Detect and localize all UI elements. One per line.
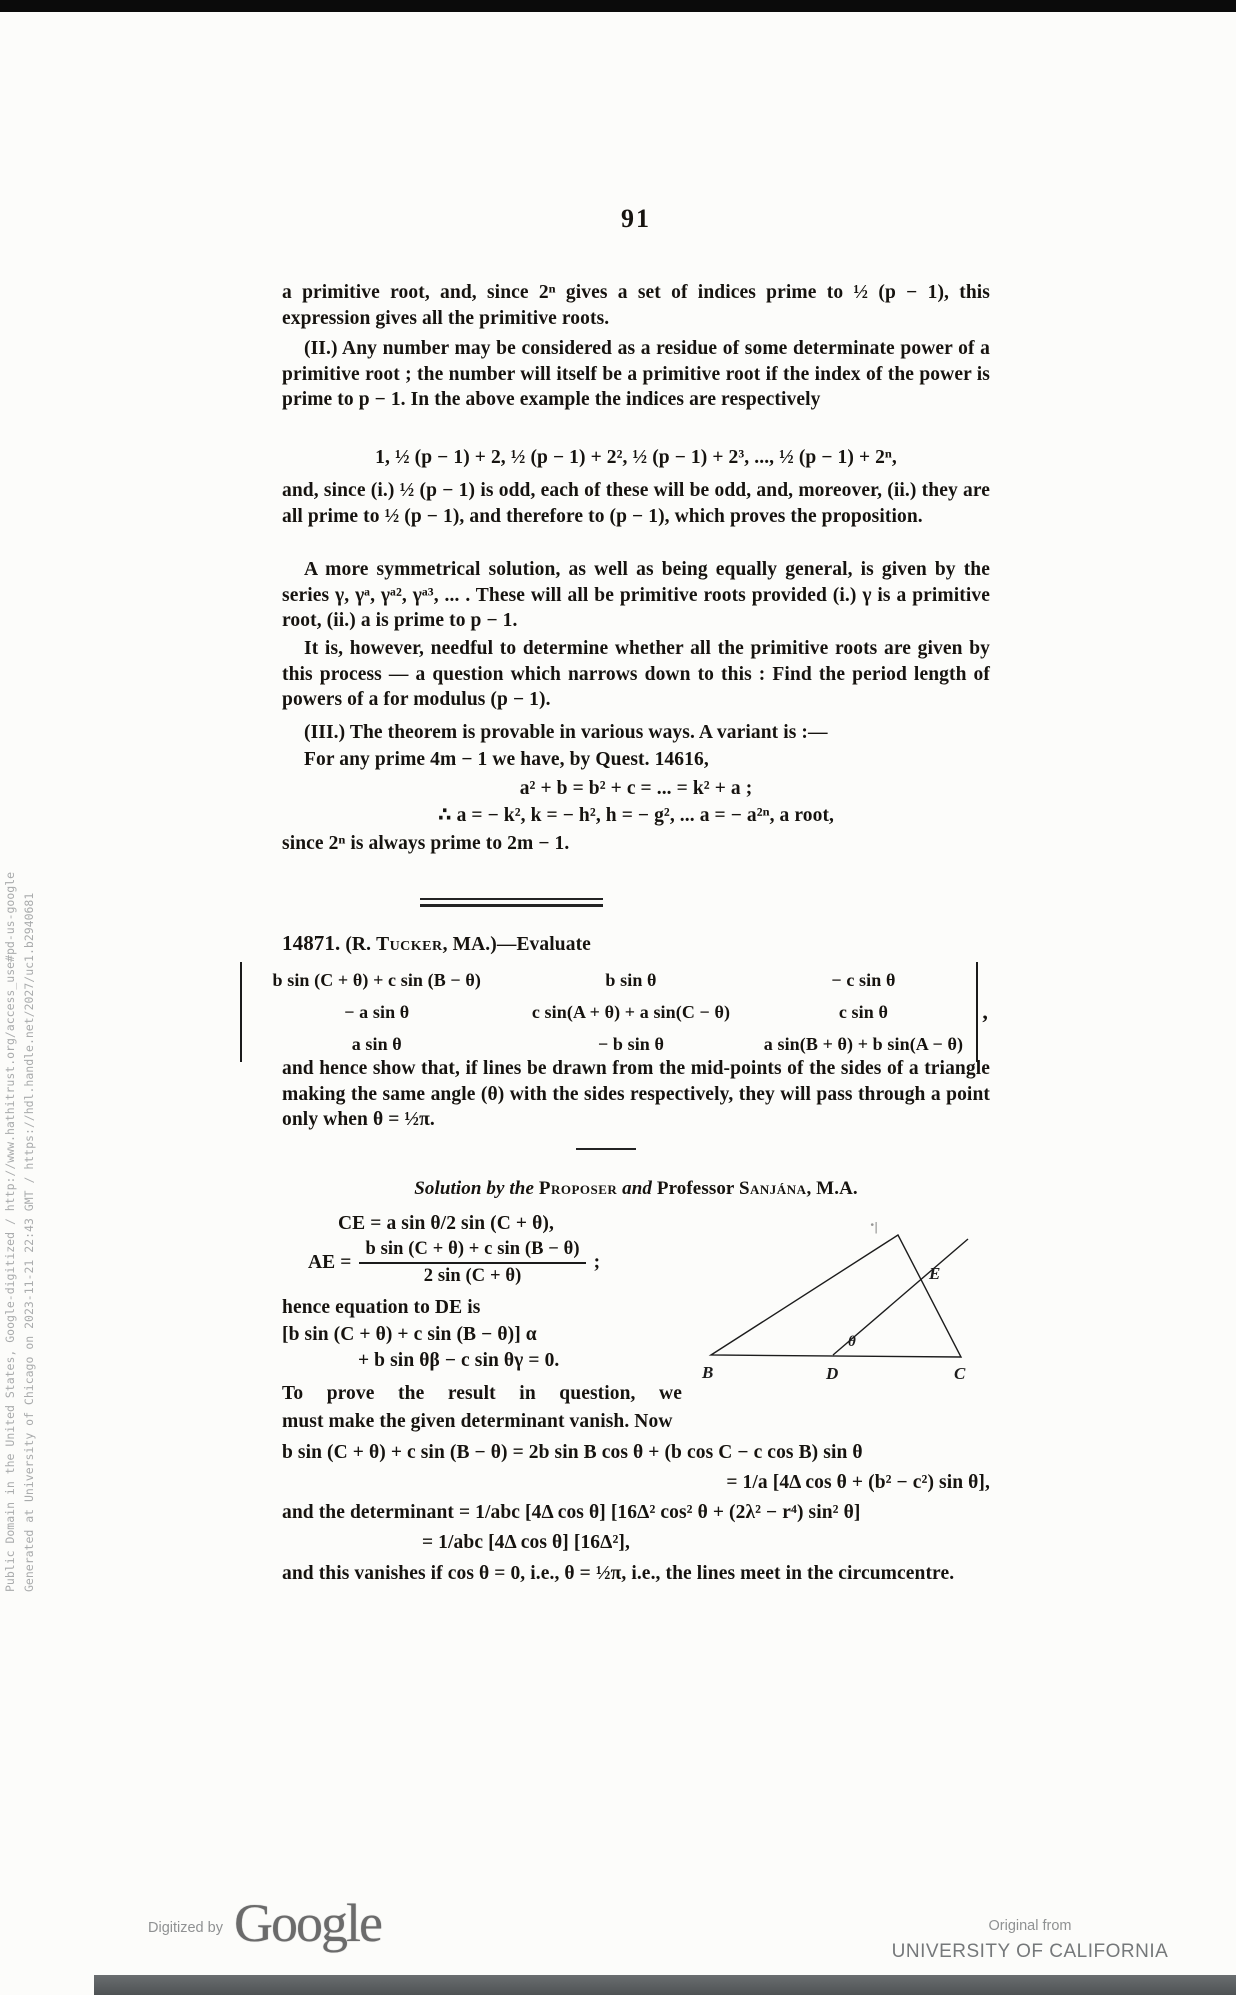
det-cell: − b sin θ (597, 1034, 665, 1054)
eq-roots: ∴ a = − k², k = − h², h = − g², ... a = − a²ⁿ, a root, (437, 805, 835, 826)
apex-faint-mark: ·| (870, 1222, 879, 1234)
para-intro: a primitive root, and, since 2ⁿ gives a set of indices prime to ½ (p − 1), this expression gives all the primitive roots. (282, 282, 990, 329)
triangle-figure (678, 1222, 998, 1400)
indices-line: 1, ½ (p − 1) + 2, ½ (p − 1) + 2², ½ (p − 1) + 2³, ..., ½ (p − 1) + 2ⁿ, (375, 447, 897, 468)
page-number: 91 (621, 204, 651, 233)
solution-head-proposer: Proposer (538, 1178, 618, 1199)
problem-heading (282, 931, 990, 958)
triangle-figure-svg (678, 1222, 998, 1400)
label-C: C (954, 1364, 966, 1383)
det-cell: b sin (C + θ) + c sin (B − θ) (272, 970, 481, 990)
original-from-label: Original from (988, 1918, 1072, 1934)
eq-ae-denominator: 2 sin (C + θ) (423, 1266, 522, 1286)
sidebar-generated-line: Generated at University of Chicago on 2023-11-21 22:43 GMT / https://hdl.handle.net/2027/uc1.b2940681 (22, 892, 36, 1592)
det-cell: c sin(A + θ) + a sin(C − θ) (531, 1002, 731, 1022)
label-E: E (929, 1264, 941, 1283)
problem-byline-pre: (R. (340, 934, 377, 955)
line-hence-de: hence equation to DE is (282, 1297, 481, 1318)
para-symmetrical: A more symmetrical solution, as well as being equally general, is given by the series γ, γᵃ, γᵃ², γᵃ³, ... . These will all be primitive roots provided (i.) γ is a primitive root, (ii.) a is prime to p − 1. (282, 559, 990, 631)
para-iii: (III.) The theorem is provable in various ways. A variant is :— (304, 722, 828, 743)
solution-heading (282, 1176, 990, 1202)
det-cell: − a sin θ (344, 1002, 410, 1022)
eq-ae (308, 1238, 738, 1288)
line-since: since 2ⁿ is always prime to 2m − 1. (282, 833, 570, 854)
det-cell: b sin θ (605, 970, 657, 990)
eq-de2: + b sin θβ − c sin θγ = 0. (358, 1350, 560, 1371)
institution-label: UNIVERSITY OF CALIFORNIA (891, 1941, 1169, 1962)
line-prove1: To prove the result in question, we (282, 1383, 682, 1404)
eq-ae-fraction (359, 1238, 585, 1288)
label-B: B (702, 1363, 714, 1382)
solution-head-pre: Solution by the (414, 1178, 539, 1199)
eq-det2: = 1/abc [4Δ cos θ] [16Δ²], (422, 1532, 630, 1553)
bottom-edge-bar (94, 1975, 1236, 1995)
solution-head-prof: Professor (656, 1178, 739, 1199)
det-cell: a sin(B + θ) + b sin(A − θ) (763, 1034, 964, 1054)
eq-ae-numerator: b sin (C + θ) + c sin (B − θ) (359, 1238, 585, 1264)
eq-now1: b sin (C + θ) + c sin (B − θ) = 2b sin B cos θ + (b cos C − c cos B) sin θ (282, 1442, 863, 1463)
double-rule-separator (420, 898, 603, 907)
eq-chain: a² + b = b² + c = ... = k² + a ; (519, 778, 753, 799)
determinant-grid (242, 962, 976, 1062)
line-prove2: must make the given determinant vanish. Now (282, 1411, 673, 1432)
top-edge-bar (0, 0, 1236, 12)
eq-det1: and the determinant = 1/abc [4Δ cos θ] [16Δ² cos² θ + (2λ² − r⁴) sin² θ] (282, 1502, 861, 1523)
det-cell: a sin θ (351, 1034, 402, 1054)
label-theta: θ (848, 1334, 856, 1350)
sidebar-publicdomain-line: Public Domain in the United States, Google-digitized / http://www.hathitrust.org/access_use#pd-us-google (3, 871, 17, 1592)
eq-now2: = 1/a [4Δ cos θ + (b² − c²) sin θ], (726, 1472, 990, 1493)
separator-rule (576, 1147, 636, 1150)
google-logo: Google (234, 1893, 381, 1953)
eq-ae-punct: ; (593, 1252, 601, 1274)
eq-ce: CE = a sin θ/2 sin (C + θ), (338, 1213, 554, 1234)
det-cell: − c sin θ (831, 970, 896, 990)
eq-de1: [b sin (C + θ) + c sin (B − θ)] α (282, 1324, 537, 1345)
para-ii: (II.) Any number may be considered as a residue of some determinate power of a primitive root ; the number will itself be a primitive root if the index of the power is prime to p − 1. In the above example the indices are respectively (282, 338, 990, 410)
para-odd: and, since (i.) ½ (p − 1) is odd, each of these will be odd, and, moreover, (ii.) they are all prime to ½ (p − 1), and therefore to (p − 1), which proves the proposition. (282, 480, 990, 527)
determinant-comma: , (982, 999, 988, 1024)
label-D: D (826, 1364, 839, 1383)
para-hence: and hence show that, if lines be drawn from the mid-points of the sides of a triangle making the same angle (θ) with the sides respectively, they will pass through a point only when θ = ½π. (282, 1058, 990, 1130)
det-cell: c sin θ (838, 1002, 888, 1022)
triangle-outline (711, 1235, 961, 1357)
problem-byline-name: Tucker (376, 934, 443, 955)
solution-head-suffix: , M.A. (806, 1178, 858, 1199)
problem-byline-post: , MA.)—Evaluate (442, 934, 591, 955)
determinant (240, 962, 988, 1062)
digitized-by-label: Digitized by (148, 1920, 223, 1936)
solution-head-and: and (617, 1178, 657, 1199)
para-however: It is, however, needful to determine whether all the primitive roots are given by this process — a question which narrows down to this : Find the period length of powers of a for modulus (p − 1). (282, 638, 990, 710)
para-quest: For any prime 4m − 1 we have, by Quest. 14616, (304, 749, 709, 770)
solution-head-name: Sanjána (738, 1178, 807, 1199)
problem-number: 14871. (282, 931, 341, 955)
eq-ae-label: AE = (308, 1252, 352, 1274)
para-final: and this vanishes if cos θ = 0, i.e., θ = ½π, i.e., the lines meet in the circumcentre. (282, 1563, 955, 1584)
